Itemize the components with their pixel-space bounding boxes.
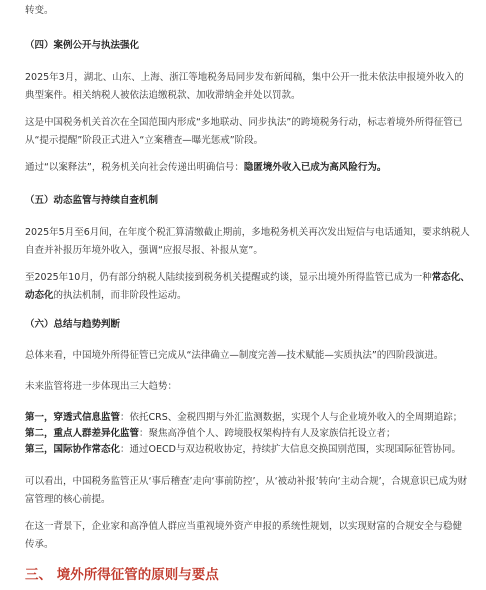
emphasis-text: 常态化、动态化	[25, 272, 470, 302]
trend-label: 第一，穿透式信息监管	[25, 412, 121, 423]
trend-label: 第三，国际协作常态化	[25, 444, 121, 455]
section-5-heading: （五）动态监管与持续自查机制	[25, 195, 159, 206]
section-3-title: 三、 境外所得征管的原则与要点	[25, 567, 219, 583]
paragraph-text: 通过“以案释法”，税务机关向社会传递出明确信号：	[25, 162, 244, 173]
trend-text: ：聚焦高净值个人、跨境股权架构持有人及家族信托设立者；	[139, 428, 396, 439]
section-4-paragraph-3	[25, 159, 470, 177]
section-5-paragraph-2	[25, 269, 470, 305]
section-6-paragraph-4: 在这一背景下，企业家和高净值人群应当重视境外资产申报的系统性规划，以实现财富的合规安全与稳健传承。	[25, 521, 463, 551]
section-6-paragraph-2: 未来监管将进一步体现出三大趋势：	[25, 381, 178, 392]
section-5-paragraph-1: 2025年5月至6月间，在年度个税汇算清缴截止期前，多地税务机关再次发出短信与电话通知，要求纳税人自查并补报历年境外收入，强调“应报尽报、补报从宽”。	[25, 227, 470, 257]
section-4-heading: （四）案例公开与执法强化	[25, 40, 140, 51]
trend-text: ：依托CRS、金税四期与外汇监测数据，实现个人与企业境外收入的全周期追踪；	[120, 412, 463, 423]
intro-tail: 转变。	[25, 5, 54, 16]
paragraph-text-tail: 的执法机制，而非阶段性运动。	[53, 290, 187, 302]
section-4-paragraph-1: 2025年3月，湖北、山东、上海、浙江等地税务局同步发布新闻稿，集中公开一批未依法申报境外收入的典型案件。相关纳税人被依法追缴税款、加收滞纳金并处以罚款。	[25, 72, 464, 102]
section-6-paragraph-3: 可以看出，中国税务监管正从‘事后稽查’走向‘事前防控’，从‘被动补报’转向‘主动合规’，合规意识已成为财富管理的核心前提。	[25, 476, 468, 506]
trend-3	[25, 441, 470, 459]
trend-text: ：通过OECD与双边税收协定，持续扩大信息交换国别范围，实现国际征管协同。	[120, 444, 461, 455]
emphasis-text: 隐匿境外收入已成为高风险行为。	[243, 162, 387, 173]
paragraph-text: 至2025年10月，仍有部分纳税人陆续接到税务机关提醒或约谈，显示出境外所得监管已成为一种	[25, 272, 432, 283]
section-6-paragraph-1: 总体来看，中国境外所得征管已完成从“法律确立—制度完善—技术赋能—实质执法”的四阶段演进。	[25, 350, 444, 361]
trend-label: 第二，重点人群差异化监管	[25, 428, 140, 439]
section-4-paragraph-2: 这是中国税务机关首次在全国范围内形成“多地联动、同步执法”的跨境税务行动，标志着境外所得征管已从“提示提醒”阶段正式进入“立案稽查—曝光惩戒”阶段。	[25, 117, 463, 147]
section-6-heading: （六）总结与趋势判断	[25, 319, 121, 330]
